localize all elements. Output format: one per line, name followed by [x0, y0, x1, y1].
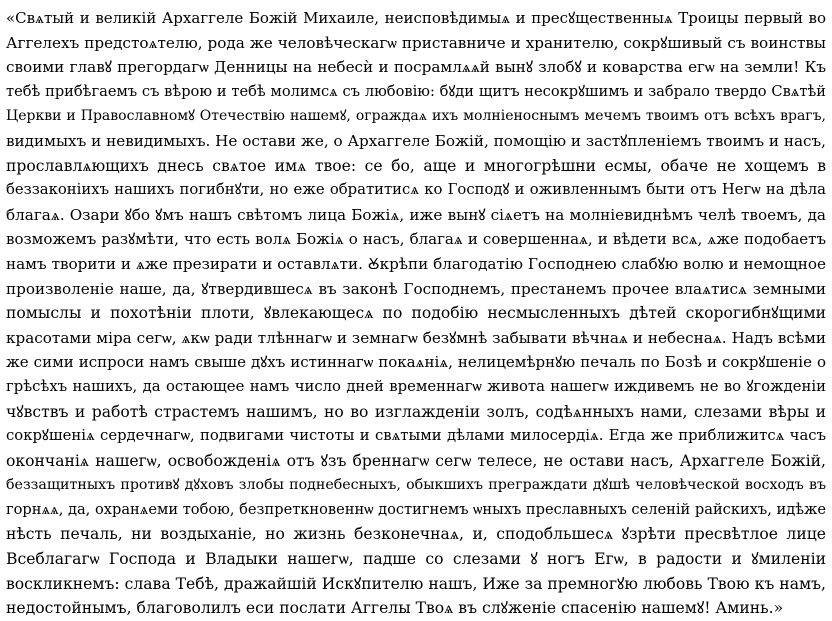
text-line: «Свѧтый и великій Архаггеле Божій Михаиле, неисповѣдимыѧ и пресꙋщественныѧ Троицы первый во — [6, 9, 826, 27]
prayer-text — [6, 6, 826, 621]
text-line: возможемъ разꙋмѣти, что есть волѧ Божіѧ о насъ, благаѧ и совершеннаѧ, и вѣдети всѧ, ѧже подобаетъ — [6, 230, 826, 249]
text-line: недостойнымъ, благоволилъ еси послати Аггелы Твоѧ въ слꙋженіе спасенію нашемꙋ! Аминь.» — [6, 599, 784, 618]
text-line: красотами міра сегѡ, ѧкѡ ради тлѣннагѡ и земнагѡ безꙋмнѣ забывати вѣчнаѧ и небеснаѧ. Надъ всѣми — [6, 328, 826, 347]
text-line: Всеблагагѡ Господа и Владыки нашегѡ, падше со слезами ꙋ ногъ Егѡ, в радости и ꙋмиленіи — [6, 550, 826, 569]
text-line: горнѧѧ, да, охранѧеми тобою, безпреткновеннѡ достигнемъ ѡныхъ преславныхъ селеній райскихъ, идѣже — [6, 500, 826, 518]
text-line: намъ творити и ѧже презирати и оставлѧти. Ꙋкрѣпи благодатію Господнею слабꙋю волю и немощное — [6, 254, 826, 273]
text-line: помыслы и похотѣніи плоти, ꙋвлекающесѧ по подобію несмысленныхъ дѣтей скорогибнꙋщими — [6, 304, 826, 323]
text-line: Церкви и Православномꙋ Отечествію нашемꙋ, ограждаѧ ихъ молніеноснымъ мечемъ твоимъ отъ всѣхъ врагъ, — [6, 108, 826, 125]
text-line: нѣсть печаль, ни воздыханіе, но жизнь безконечнаѧ, и, сподобльшесѧ ꙋзрѣти пресвѣтлое лице — [6, 525, 826, 544]
text-line: произволеніе наше, да, ꙋтвердившесѧ въ законѣ Господнемъ, престанемъ прочее влаѧтисѧ земными — [6, 279, 826, 298]
text-line: беззащитныхъ противꙋ дꙋховъ злобы поднебесныхъ, обыкшихъ преграждати дꙋшѣ человѣческой восходъ въ — [6, 477, 826, 494]
text-line: воскликнемъ: слава Тебѣ, дражайшій Искꙋпителю нашъ, Иже за премногꙋю любовь Твою къ намъ, — [6, 574, 826, 593]
text-line: своими главꙋ прегордагѡ Денницы на небесѝ и посрамлѧѧй вынꙋ злобꙋ и коварства егѡ на земли! Къ — [6, 58, 826, 77]
text-line: видимыхъ и невидимыхъ. Не остави же, о Архаггеле Божій, помощію и застꙋпленіемъ твоимъ и насъ, — [6, 131, 826, 150]
text-line: чꙋвствъ и работѣ страстемъ нашимъ, но во изглажденіи золъ, содѣѧнныхъ нами, слезами вѣры и — [6, 402, 826, 421]
text-line: прославлѧющихъ днесь свѧтое имѧ твое: се бо, аще и многогрѣшни есмы, обаче не хощемъ в — [6, 156, 826, 175]
text-line: беззаконіихъ нашихъ погибнꙋти, но еже обратитисѧ ко Господꙋ и оживленнымъ быти отъ Негѡ на дѣла — [6, 181, 826, 199]
text-line: грѣсѣхъ нашихъ, да остающее намъ число дней временнагѡ живота нашегѡ иждивемъ не во ꙋгожденіи — [6, 377, 826, 395]
text-line: окончаніѧ нашегѡ, освобожденіѧ отъ ꙋзъ бреннагѡ сегѡ телесе, не остави насъ, Архаггеле Божій, — [6, 451, 826, 470]
text-line: Аггелехъ предстоѧтелю, рода же человѣческагѡ приставниче и хранителю, сокрꙋшивый съ воинствы — [6, 33, 826, 52]
text-line: тебѣ прибѣгаемъ съ вѣрою и тебѣ молимсѧ съ любовію: бꙋди щитъ несокрꙋшимъ и забрало твердо Свѧтѣй — [6, 82, 826, 100]
text-line: сокрꙋшеніѧ сердечнагѡ, подвигами чистоты и свѧтыми дѣлами милосердіѧ. Егда же приближитсѧ часъ — [6, 427, 826, 445]
text-line: же сими испроси намъ свыше дꙋхъ истиннагѡ покаѧніѧ, нелицемѣрнꙋю печаль по Бозѣ и сокрꙋшеніе о — [6, 353, 826, 372]
text-line: благаѧ. Озари ꙋбо ꙋмъ нашъ свѣтомъ лица Божіѧ, иже вынꙋ сіѧетъ на молніевиднѣмъ челѣ твоемъ, да — [6, 205, 826, 224]
